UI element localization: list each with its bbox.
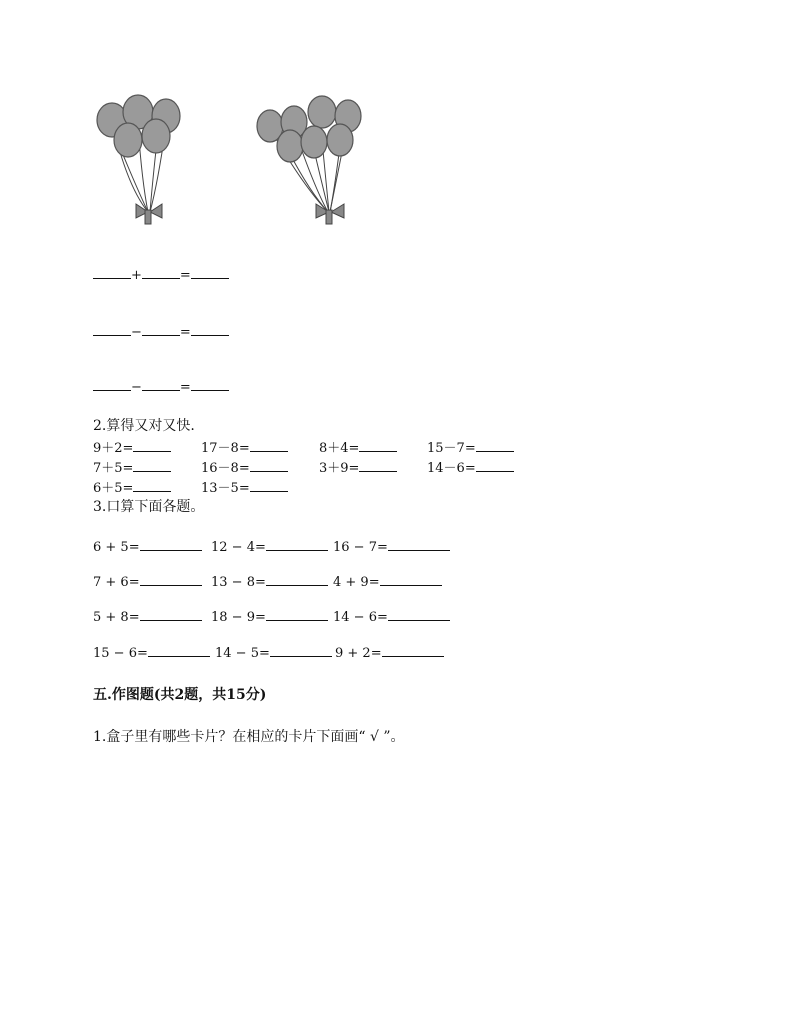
answer-blank[interactable] [93, 323, 131, 336]
problem: 13－5= [201, 479, 288, 497]
answer-blank[interactable] [476, 439, 514, 452]
answer-blank[interactable] [93, 266, 131, 279]
problem: 7＋5= [93, 459, 171, 477]
answer-blank[interactable] [359, 439, 397, 452]
answer-blank[interactable] [142, 378, 180, 391]
problem: 6＋5= [93, 479, 171, 497]
answer-blank[interactable] [250, 459, 288, 472]
problem: 14 − 5= [215, 644, 332, 662]
problem: 14 − 6= [333, 608, 450, 626]
answer-blank[interactable] [142, 323, 180, 336]
answer-blank[interactable] [148, 644, 210, 657]
answer-blank[interactable] [266, 538, 328, 551]
answer-blank[interactable] [270, 644, 332, 657]
problem: 16－8= [201, 459, 288, 477]
answer-blank[interactable] [140, 573, 202, 586]
answer-blank[interactable] [359, 459, 397, 472]
section2-title: 2.算得又对又快. [93, 418, 195, 434]
balloon-equation-3: − = [93, 378, 229, 396]
problem: 13 − 8= [211, 573, 328, 591]
problem: 17－8= [201, 439, 288, 457]
answer-blank[interactable] [93, 378, 131, 391]
answer-blank[interactable] [140, 608, 202, 621]
answer-blank[interactable] [388, 538, 450, 551]
balloon-bunch-left [92, 92, 184, 228]
problem: 9 + 2= [335, 644, 444, 662]
section5-heading: 五.作图题(共2题，共15分) [93, 687, 267, 703]
problem: 8＋4= [319, 439, 397, 457]
answer-blank[interactable] [266, 608, 328, 621]
problem: 15－7= [427, 439, 514, 457]
problem: 5 + 8= [93, 608, 202, 626]
balloon-equation-2: − = [93, 323, 229, 341]
problem: 4 + 9= [333, 573, 442, 591]
problem: 16 − 7= [333, 538, 450, 556]
section3-title: 3.口算下面各题。 [93, 499, 205, 515]
problem: 18 − 9= [211, 608, 328, 626]
answer-blank[interactable] [380, 573, 442, 586]
answer-blank[interactable] [191, 323, 229, 336]
answer-blank[interactable] [191, 378, 229, 391]
answer-blank[interactable] [133, 479, 171, 492]
balloon-bunch-right [254, 92, 366, 228]
answer-blank[interactable] [133, 459, 171, 472]
answer-blank[interactable] [142, 266, 180, 279]
problem: 14－6= [427, 459, 514, 477]
answer-blank[interactable] [250, 479, 288, 492]
balloon-equation-1: + = [93, 266, 229, 284]
problem: 6 + 5= [93, 538, 202, 556]
answer-blank[interactable] [266, 573, 328, 586]
answer-blank[interactable] [476, 459, 514, 472]
problem: 3＋9= [319, 459, 397, 477]
answer-blank[interactable] [140, 538, 202, 551]
section5-question-1: 1.盒子里有哪些卡片？在相应的卡片下面画“ √ ”。 [93, 729, 405, 745]
problem: 7 + 6= [93, 573, 202, 591]
answer-blank[interactable] [191, 266, 229, 279]
answer-blank[interactable] [388, 608, 450, 621]
problem: 9＋2= [93, 439, 171, 457]
problem: 15 − 6= [93, 644, 210, 662]
problem: 12 − 4= [211, 538, 328, 556]
answer-blank[interactable] [382, 644, 444, 657]
answer-blank[interactable] [133, 439, 171, 452]
answer-blank[interactable] [250, 439, 288, 452]
